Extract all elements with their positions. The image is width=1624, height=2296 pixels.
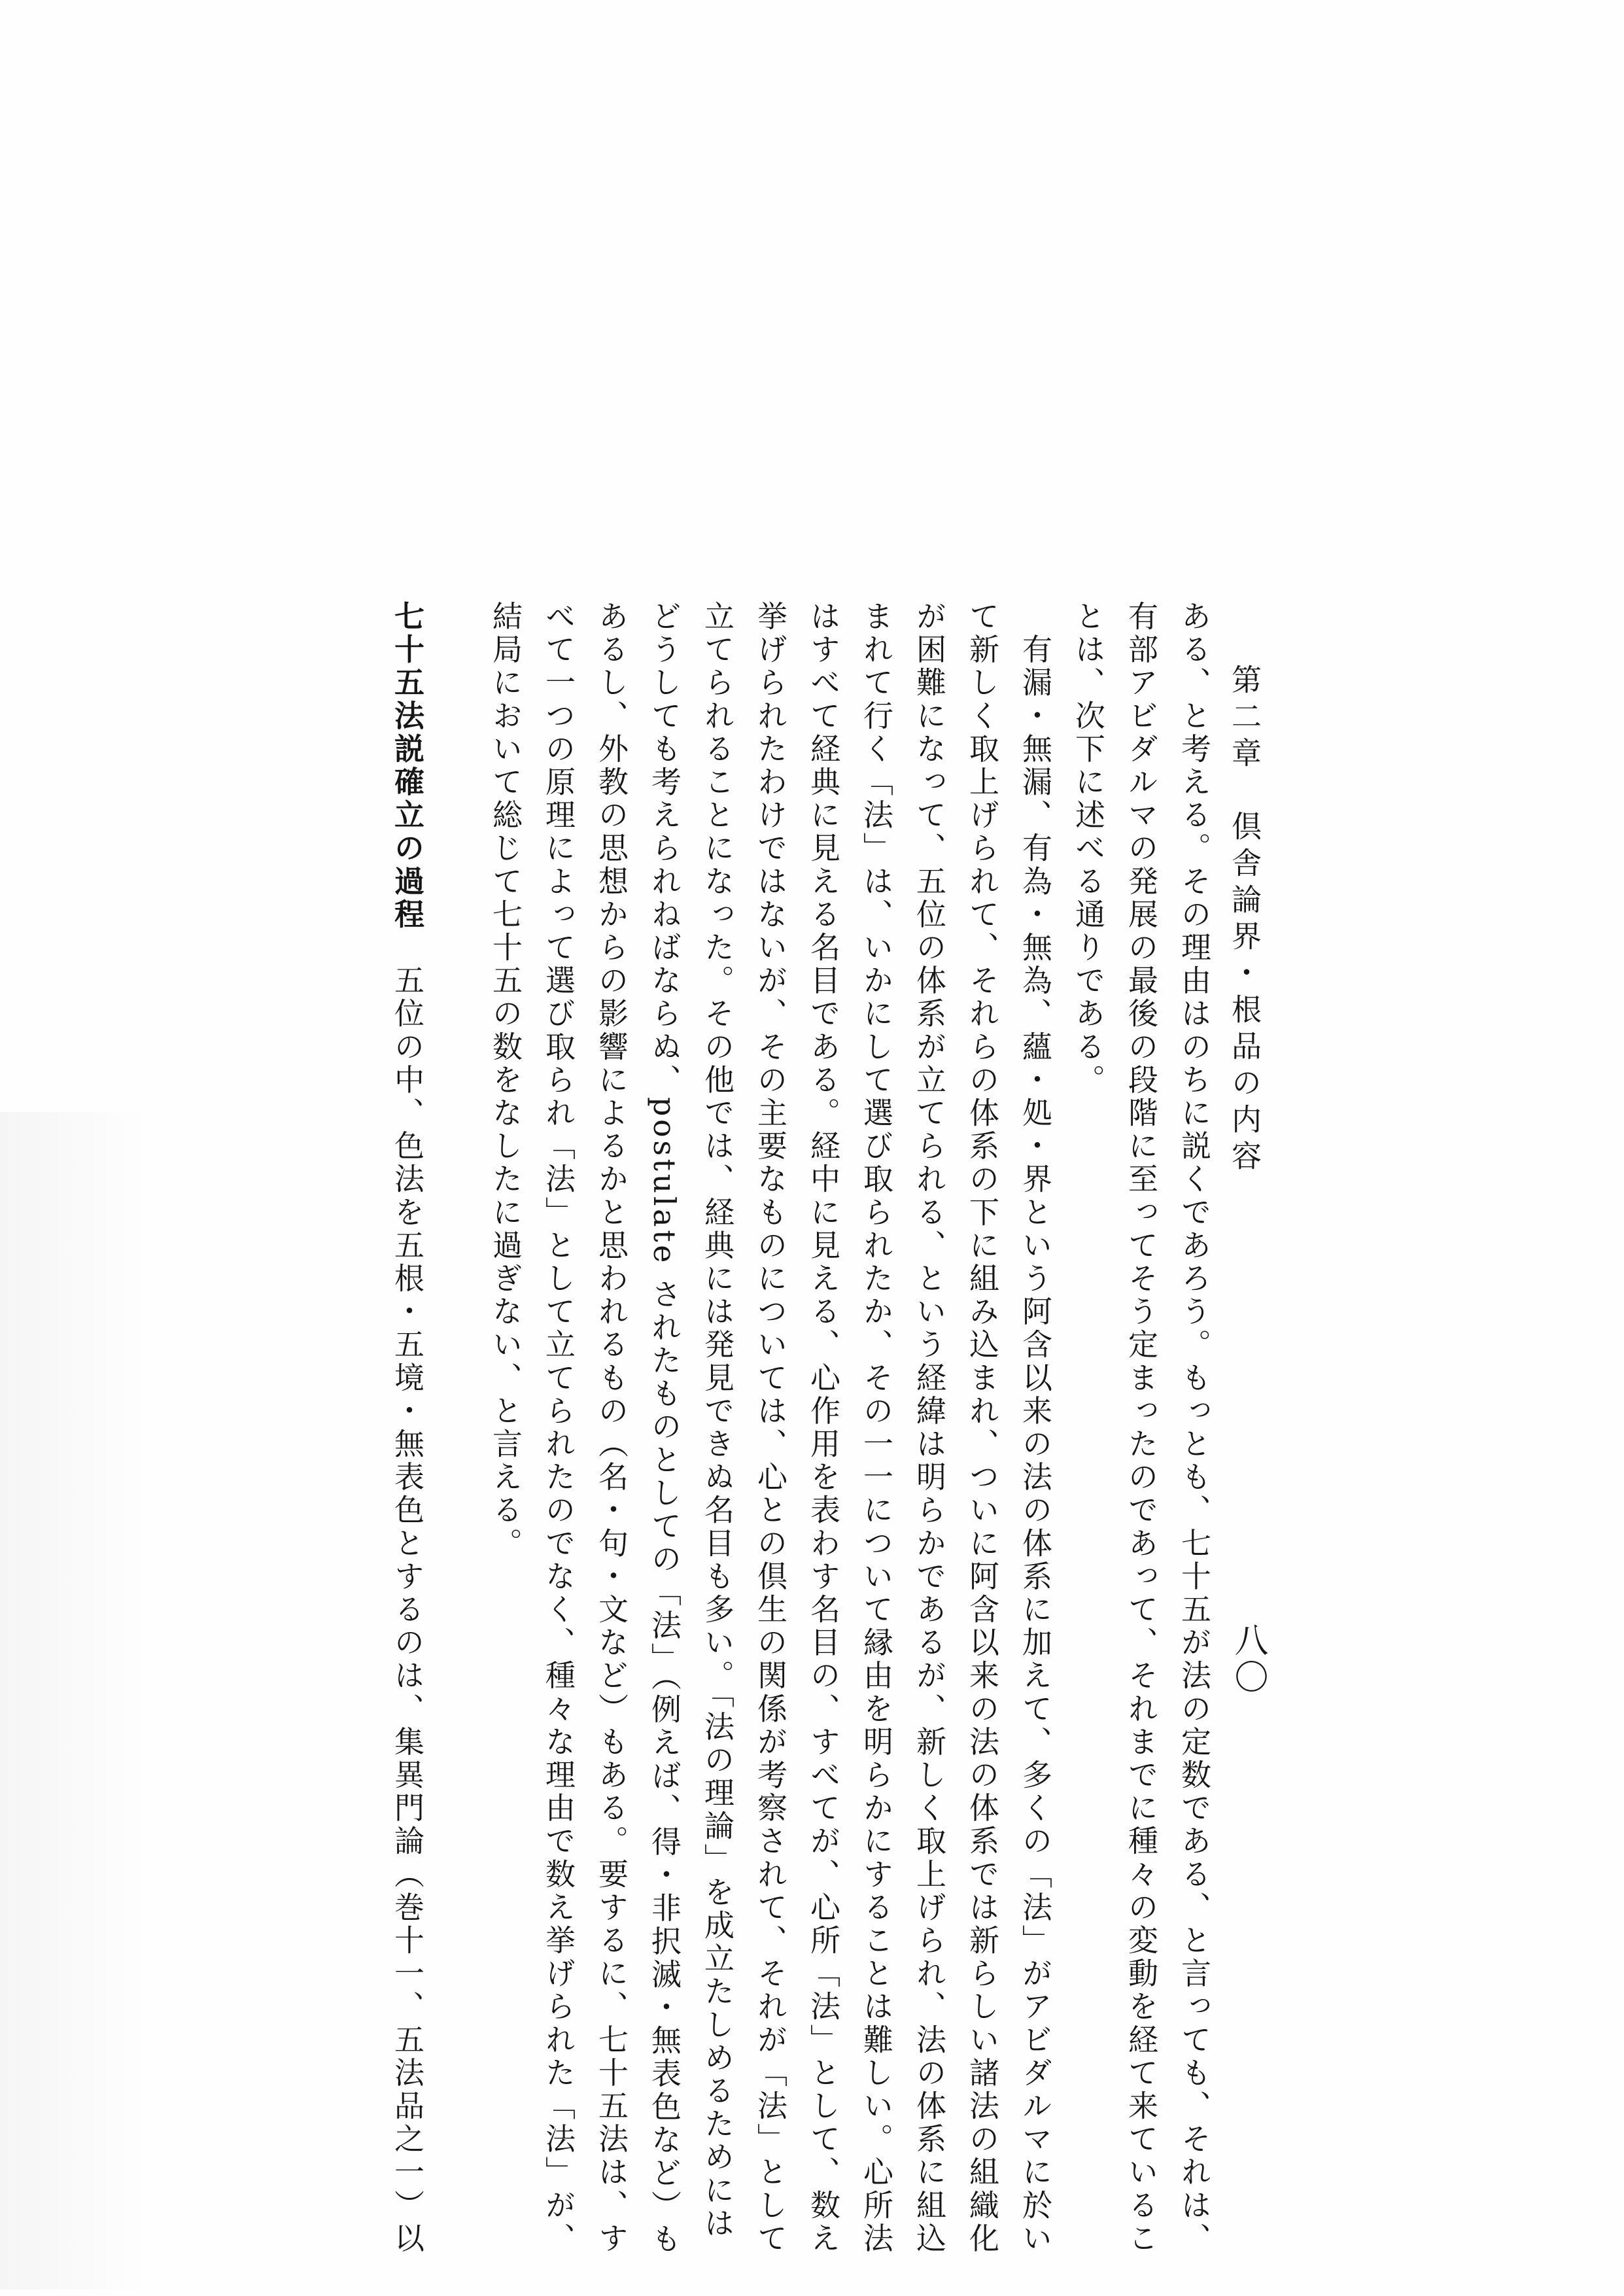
body-line-2: 有部アビダルマの発展の最後の段階に至ってそう定まったのであって、それまでに種々の変動を経て来ているこ bbox=[1124, 600, 1159, 2255]
body-line-12: あるし、外教の思想からの影響によるかと思われるもの（名・句・文など）もある。要するに、七十五法は、す bbox=[594, 600, 629, 2255]
section-line-text: 五位の中、色法を五根・五境・無表色とするのは、集異門論（巻十一、五法品之一）以 bbox=[390, 931, 425, 2255]
body-line-8: はすべて経典に見える名目である。経中に見える、心作用を表わす名目の、すべてが、心所「法」として、数え bbox=[806, 600, 841, 2255]
body-line-3: とは、次下に述べる通りである。 bbox=[1071, 600, 1106, 1097]
body-line-1: ある、と考える。その理由はのちに説くであろう。もっとも、七十五が法の定数である、と言っても、それは、 bbox=[1177, 600, 1212, 2255]
section-line bbox=[386, 600, 423, 2255]
body-line-10: 立てられることになった。その他では、経典には発見できぬ名目も多い。「法の理論」を成立たしめるためには bbox=[700, 600, 735, 2240]
body-line-7: まれて行く「法」は、いかにして選び取られたか、その一一について縁由を明らかにすることは難しい。心所法 bbox=[859, 600, 894, 2255]
page-edge-shadow bbox=[0, 1112, 150, 2289]
body-line-14: 結局において総じて七十五の数をなしたに過ぎない、と言える。 bbox=[488, 600, 523, 1561]
section-heading: 七十五法説確立の過程 bbox=[390, 600, 425, 931]
body-line-9: 挙げられたわけではないが、その主要なものについては、心との倶生の関係が考察されて、それが「法」として bbox=[753, 600, 788, 2255]
page-number: 八〇 bbox=[1228, 1622, 1268, 1697]
body-line-11: どうしても考えられねばならぬ、postulate されたものとしての「法」（例えば、得・非択滅・無表色など）も bbox=[647, 600, 682, 2257]
body-line-6: が困難になって、五位の体系が立てられる、という経緯は明らかであるが、新しく取上げられ、法の体系に組込 bbox=[912, 600, 947, 2255]
body-line-4: 有漏・無漏、有為・無為、蘊・処・界という阿含以来の法の体系に加えて、多くの「法」がアビダルマに於い bbox=[1018, 600, 1053, 2255]
running-title: 第二章 倶舎論界・根品の内容 bbox=[1227, 664, 1262, 1177]
body-line-5: て新しく取上げられて、それらの体系の下に組み込まれ、ついに阿含以来の法の体系では新らしい諸法の組織化 bbox=[965, 600, 1000, 2255]
body-line-13: べて一つの原理によって選び取られ「法」として立てられたのでなく、種々な理由で数え挙げられた「法」が、 bbox=[541, 600, 576, 2255]
